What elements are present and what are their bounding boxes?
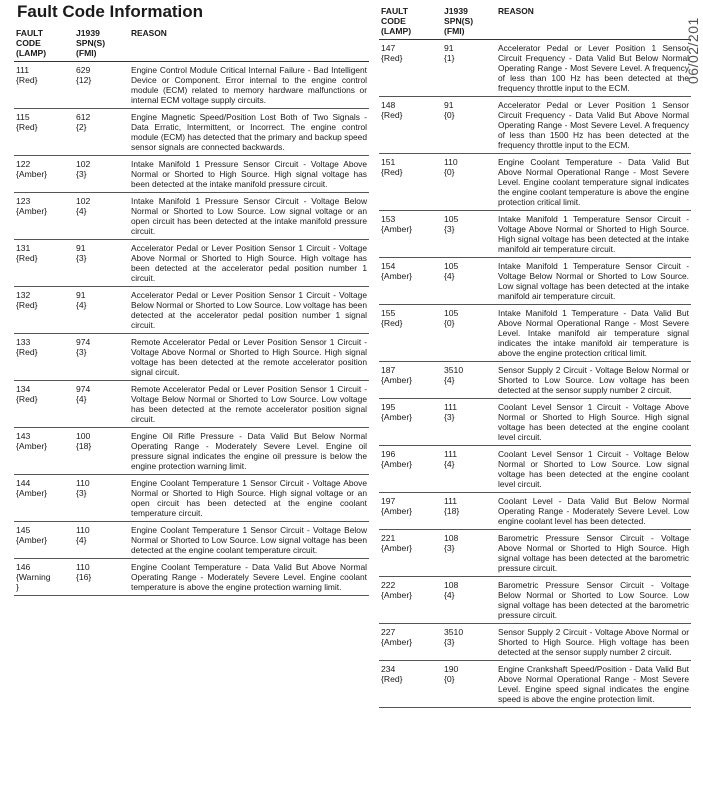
spn-fmi: 102 {4} (76, 196, 91, 216)
reason-text: Intake Manifold 1 Pressure Sensor Circuit - Voltage Above Normal or Shorted to High Source. High signal voltage has been detected at the intake manifold pressure circuit. (131, 159, 367, 189)
fault-code: 147 {Red} (381, 43, 403, 63)
table-row (14, 475, 369, 522)
table-row (14, 287, 369, 334)
table-row (14, 334, 369, 381)
reason-text: Accelerator Pedal or Lever Position 1 Sensor Circuit Frequency - Data Valid But Below Normal Operating Range - Most Severe Level. A frequency of less than 100 Hz has been detected at the frequency throttle input to the ECM. (498, 43, 689, 93)
reason-text: Sensor Supply 2 Circuit - Voltage Above Normal or Shorted to High Source. High voltage has been detected at the sensor supply number 2 circuit. (498, 627, 689, 657)
table-row (14, 381, 369, 428)
table-row (379, 258, 691, 305)
spn-fmi: 111 {18} (444, 496, 460, 516)
table-row (379, 493, 691, 530)
table-row (14, 240, 369, 287)
table-row (379, 97, 691, 154)
fault-code: 234 {Red} (381, 664, 403, 684)
spn-fmi: 3510 {3} (444, 627, 464, 647)
fault-code: 122 {Amber} (16, 159, 48, 179)
table-row (379, 305, 691, 362)
fault-code: 153 {Amber} (381, 214, 413, 234)
fault-code: 197 {Amber} (381, 496, 413, 516)
date-stamp: 06/02/201 (685, 17, 701, 84)
reason-text: Intake Manifold 1 Pressure Sensor Circuit - Voltage Below Normal or Shorted to Low Source. Low signal voltage or an open circuit has been detected at the intake manifold pressure circuit. (131, 196, 367, 236)
fault-code: 151 {Red} (381, 157, 403, 177)
header-spn: J1939 SPN(S) (FMI) (444, 6, 474, 36)
fault-code: 227 {Amber} (381, 627, 413, 647)
fault-code: 134 {Red} (16, 384, 38, 404)
reason-text: Coolant Level Sensor 1 Circuit - Voltage Above Normal or Shorted to High Source. High signal voltage has been detected at the engine coolant level circuit. (498, 402, 689, 442)
reason-text: Engine Coolant Temperature - Data Valid But Above Normal Operational Range - Most Severe Level. Engine coolant temperature signal indicates the engine coolant temperature is above the engine protection critical limit. (498, 157, 689, 207)
reason-text: Engine Coolant Temperature - Data Valid But Above Normal Operating Range - Moderately Severe Level. Engine coolant temperature is above the engine protection warning limit. (131, 562, 367, 592)
spn-fmi: 111 {3} (444, 402, 458, 422)
spn-fmi: 110 {16} (76, 562, 92, 582)
fault-code: 143 {Amber} (16, 431, 48, 451)
left-table-body (14, 62, 369, 596)
fault-code: 154 {Amber} (381, 261, 413, 281)
reason-text: Remote Accelerator Pedal or Lever Position Sensor 1 Circuit - Voltage Above Normal or Shorted to High Source. High signal voltage has been detected at the remote accelerator position signal circuit. (131, 337, 367, 377)
spn-fmi: 105 {4} (444, 261, 459, 281)
fault-code: 115 {Red} (16, 112, 38, 132)
table-row (379, 661, 691, 708)
fault-code: 222 {Amber} (381, 580, 413, 600)
reason-text: Coolant Level - Data Valid But Below Normal Operating Range - Moderately Severe Level. Low engine coolant level has been detected. (498, 496, 689, 526)
reason-text: Engine Oil Rifle Pressure - Data Valid But Below Normal Operating Range - Moderately Severe Level. Engine oil pressure signal indicates the engine oil pressure is below the engine protection warning limit. (131, 431, 367, 471)
header-reason: REASON (498, 6, 534, 16)
fault-code: 196 {Amber} (381, 449, 413, 469)
spn-fmi: 105 {3} (444, 214, 459, 234)
spn-fmi: 110 {4} (76, 525, 90, 545)
spn-fmi: 100 {18} (76, 431, 92, 451)
spn-fmi: 110 {3} (76, 478, 90, 498)
reason-text: Engine Crankshaft Speed/Position - Data Valid But Above Normal Operational Range - Most Severe Level. Engine speed signal indicates the engine speed is above the engine protection limit. (498, 664, 689, 704)
fault-code: 155 {Red} (381, 308, 403, 328)
page-title: Fault Code Information (17, 2, 204, 21)
table-header (14, 26, 369, 62)
table-row (14, 62, 369, 109)
table-row (14, 559, 369, 596)
spn-fmi: 108 {4} (444, 580, 459, 600)
reason-text: Accelerator Pedal or Lever Position Sensor 1 Circuit - Voltage Above Normal or Shorted to High Source. High voltage has been detected at the accelerator pedal position number 1 circuit. (131, 243, 367, 283)
reason-text: Engine Control Module Critical Internal Failure - Bad Intelligent Device or Component. Error internal to the engine control module (ECM) related to memory hardware malfunctions or internal ECM voltage supply circuits. (131, 65, 367, 105)
reason-text: Accelerator Pedal or Lever Position Sensor 1 Circuit - Voltage Below Normal or Shorted to Low Source. Low voltage has been detected at the accelerator pedal position number 1 signal circuit. (131, 290, 367, 330)
header-spn: J1939 SPN(S) (FMI) (76, 28, 106, 58)
spn-fmi: 91 {1} (444, 43, 455, 63)
reason-text: Accelerator Pedal or Lever Position 1 Sensor Circuit Frequency - Data Valid But Above Normal Operating Range - Most Severe Level. A frequency of less than 1500 Hz has been detected at the frequency throttle input to the ECM. (498, 100, 689, 150)
table-header (379, 4, 691, 40)
header-fault-code: FAULT CODE (LAMP) (381, 6, 412, 36)
spn-fmi: 108 {3} (444, 533, 459, 553)
fault-code: 221 {Amber} (381, 533, 413, 553)
right-column (379, 0, 691, 708)
spn-fmi: 111 {4} (444, 449, 458, 469)
reason-text: Intake Manifold 1 Temperature Sensor Circuit - Voltage Above Normal or Shorted to High Source. High signal voltage has been detected at the intake manifold air temperature circuit. (498, 214, 689, 254)
reason-text: Engine Coolant Temperature 1 Sensor Circuit - Voltage Below Normal or Shorted to Low Source. Low signal voltage has been detected at the engine coolant temperature circuit. (131, 525, 367, 555)
table-row (379, 530, 691, 577)
reason-text: Coolant Level Sensor 1 Circuit - Voltage Below Normal or Shorted to Low Source. Low signal voltage has been detected at the engine coolant level circuit. (498, 449, 689, 489)
reason-text: Intake Manifold 1 Temperature Sensor Circuit - Voltage Below Normal or Shorted to Low Source. Low signal voltage has been detected at the intake manifold air temperature circuit. (498, 261, 689, 301)
table-row (379, 624, 691, 661)
table-row (379, 446, 691, 493)
fault-code: 145 {Amber} (16, 525, 48, 545)
reason-text: Engine Magnetic Speed/Position Lost Both of Two Signals - Data Erratic, Intermittent, or Incorrect. The engine control module (ECM) has detected that the primary and backup speed sensor signals are connected backwards. (131, 112, 367, 152)
left-column (14, 0, 369, 596)
fault-code: 132 {Red} (16, 290, 38, 310)
table-row (379, 399, 691, 446)
right-table-body (379, 40, 691, 708)
table-row (379, 211, 691, 258)
reason-text: Intake Manifold 1 Temperature - Data Valid But Above Normal Operational Range - Most Severe Level. Intake manifold air temperature signal indicates the intake manifold air temperature is above the engine protection critical limit. (498, 308, 689, 358)
spn-fmi: 974 {4} (76, 384, 91, 404)
spn-fmi: 102 {3} (76, 159, 91, 179)
spn-fmi: 105 {0} (444, 308, 459, 328)
spn-fmi: 110 {0} (444, 157, 458, 177)
fault-code: 148 {Red} (381, 100, 403, 120)
fault-code: 123 {Amber} (16, 196, 48, 216)
reason-text: Remote Accelerator Pedal or Lever Position Sensor 1 Circuit - Voltage Below Normal or Shorted to Low Source. Low voltage has been detected at the remote accelerator position signal circuit. (131, 384, 367, 424)
reason-text: Barometric Pressure Sensor Circuit - Voltage Below Normal or Shorted to Low Source. Low signal voltage has been detected at the barometric pressure circuit. (498, 580, 689, 620)
spn-fmi: 3510 {4} (444, 365, 464, 385)
reason-text: Engine Coolant Temperature 1 Sensor Circuit - Voltage Above Normal or Shorted to High Source. High signal voltage or an open circuit has been detected at the engine coolant temperature circuit. (131, 478, 367, 518)
fault-code: 131 {Red} (16, 243, 38, 263)
spn-fmi: 612 {2} (76, 112, 91, 132)
spn-fmi: 91 {4} (76, 290, 87, 310)
table-row (379, 40, 691, 97)
header-fault-code: FAULT CODE (LAMP) (16, 28, 47, 58)
fault-code: 187 {Amber} (381, 365, 413, 385)
spn-fmi: 974 {3} (76, 337, 91, 357)
table-row (14, 522, 369, 559)
table-row (14, 156, 369, 193)
spn-fmi: 91 {3} (76, 243, 87, 263)
spn-fmi: 629 {12} (76, 65, 92, 85)
fault-code: 133 {Red} (16, 337, 38, 357)
fault-code: 195 {Amber} (381, 402, 413, 422)
reason-text: Sensor Supply 2 Circuit - Voltage Below Normal or Shorted to Low Source. Low voltage has been detected at the sensor supply number 2 circuit. (498, 365, 689, 395)
header-reason: REASON (131, 28, 167, 38)
fault-code: 111 {Red} (16, 65, 38, 85)
fault-code: 146 {Warning } (16, 562, 51, 592)
table-row (14, 109, 369, 156)
table-row (379, 154, 691, 211)
reason-text: Barometric Pressure Sensor Circuit - Voltage Above Normal or Shorted to High Source. High signal voltage has been detected at the barometric pressure circuit. (498, 533, 689, 573)
table-row (379, 577, 691, 624)
fault-code: 144 {Amber} (16, 478, 48, 498)
spn-fmi: 91 {0} (444, 100, 455, 120)
table-row (14, 193, 369, 240)
table-row (14, 428, 369, 475)
spn-fmi: 190 {0} (444, 664, 459, 684)
table-row (379, 362, 691, 399)
